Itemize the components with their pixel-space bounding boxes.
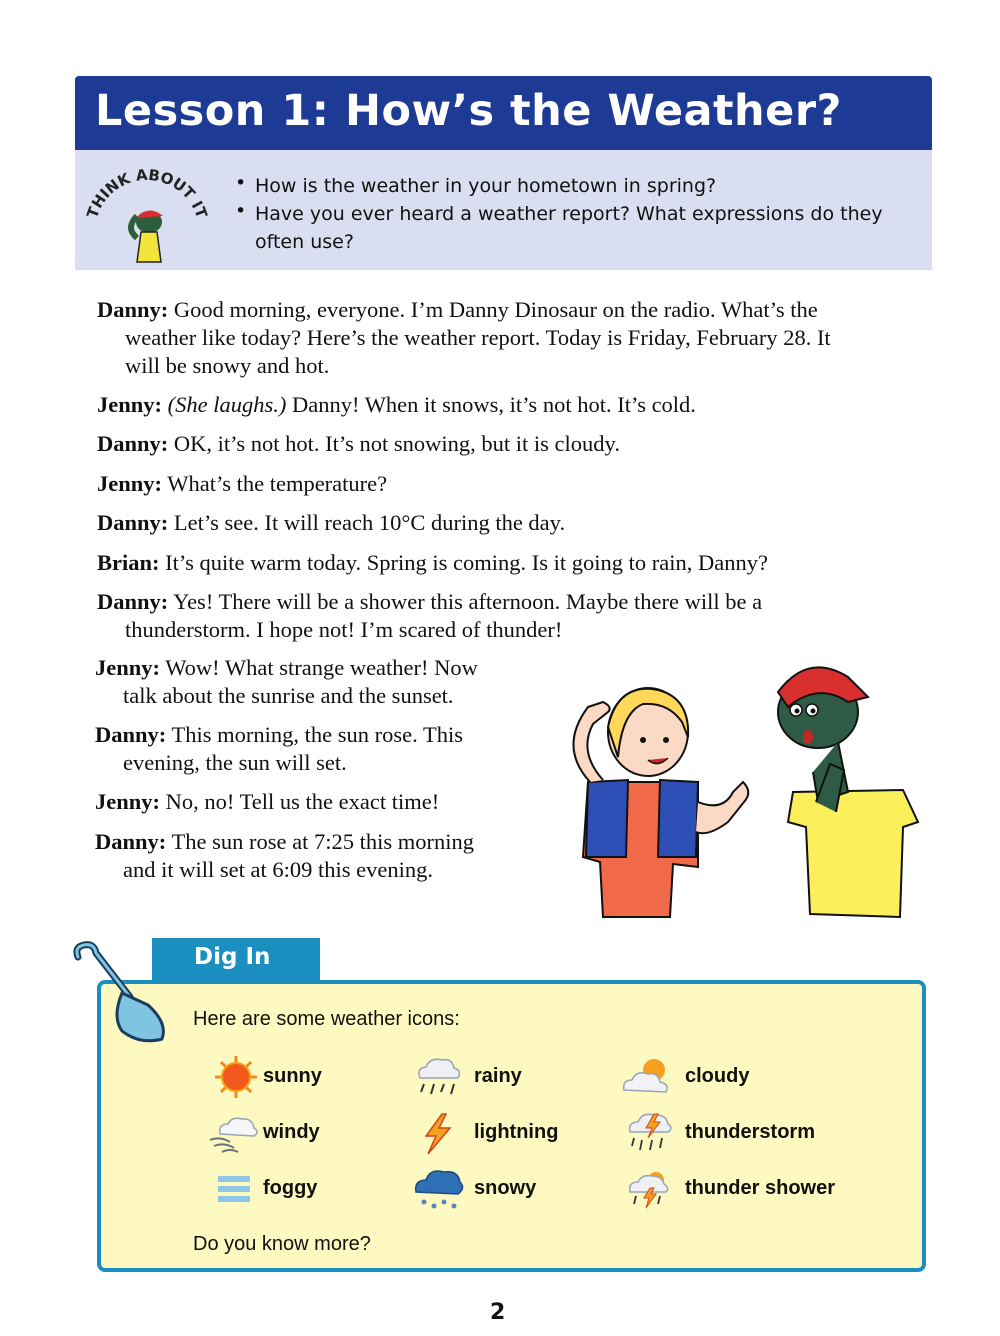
wind-icon (208, 1110, 260, 1156)
speaker: Danny: (95, 722, 167, 747)
dialogue-text-cont: talk about the sunrise and the sunset. (123, 683, 454, 708)
jenny-figure (573, 688, 748, 917)
weather-label-windy: windy (263, 1121, 320, 1143)
dialogue-line (97, 470, 387, 498)
dialogue-text: This morning, the sun rose. This (171, 722, 463, 747)
snow-cloud-icon (412, 1166, 464, 1212)
thunder-shower-icon (624, 1166, 676, 1212)
dialogue-text-cont: evening, the sun will set. (123, 750, 347, 775)
speaker: Jenny: (95, 655, 161, 680)
rain-cloud-icon (412, 1054, 464, 1100)
bullet: • (235, 200, 247, 222)
danny-figure (778, 667, 918, 917)
dialogue-text: What’s the temperature? (167, 471, 388, 496)
dialogue-text-cont: thunderstorm. I hope not! I’m scared of thunder! (125, 617, 563, 642)
fog-icon (208, 1166, 260, 1212)
sun-icon (210, 1054, 262, 1100)
dialogue-line (95, 828, 555, 884)
weather-label-thunderstorm: thunderstorm (685, 1121, 815, 1143)
dialogue-text: OK, it’s not hot. It’s not snowing, but it is cloudy. (173, 431, 620, 456)
weather-label-snowy: snowy (474, 1177, 537, 1199)
weather-label-lightning: lightning (474, 1121, 559, 1143)
lesson-title: Lesson 1: How’s the Weather? (95, 86, 842, 136)
lightning-icon (412, 1110, 464, 1156)
think-about-it-panel: THINK ABOUT IT • How is the weather in your hometown in spring? • Have you ever heard a weather report? What expressions do they often use? (75, 150, 932, 270)
shovel-icon (70, 935, 180, 1045)
dialogue-line (97, 549, 768, 577)
dialogue-line (95, 721, 555, 777)
dialogue-text: Let’s see. It will reach 10°C during the day. (173, 510, 566, 535)
speaker: Jenny: (97, 471, 163, 496)
page-number: 2 (490, 1300, 506, 1325)
speaker: Danny: (97, 297, 169, 322)
dialogue-text: It’s quite warm today. Spring is coming. Is it going to rain, Danny? (165, 550, 768, 575)
dialogue-text-cont: will be snowy and hot. (125, 353, 330, 378)
dialogue-text: Danny! When it snows, it’s not hot. It’s cold. (292, 392, 696, 417)
bullet: • (235, 172, 247, 194)
dialogue-text: Yes! There will be a shower this afternoon. Maybe there will be a (173, 589, 763, 614)
jenny-and-danny-illustration (548, 652, 948, 922)
dialogue-line (95, 654, 555, 710)
thunderstorm-icon (624, 1108, 676, 1154)
weather-label-sunny: sunny (263, 1065, 322, 1087)
dialogue-text-cont: weather like today? Here’s the weather report. Today is Friday, February 28. It (125, 325, 831, 350)
speaker: Danny: (97, 431, 169, 456)
weather-label-thunder-shower: thunder shower (685, 1177, 836, 1199)
dig-in-outro: Do you know more? (193, 1233, 371, 1255)
speaker: Danny: (97, 510, 169, 535)
speaker: Brian: (97, 550, 160, 575)
dialogue-text-cont: and it will set at 6:09 this evening. (123, 857, 433, 882)
dig-in-heading: Dig In (194, 944, 271, 970)
think-about-it-logo (81, 160, 211, 265)
dialogue-text: Good morning, everyone. I’m Danny Dinosaur on the radio. What’s the (173, 297, 818, 322)
speaker: Danny: (97, 589, 169, 614)
dialogue-line (97, 391, 696, 419)
weather-label-rainy: rainy (474, 1065, 522, 1087)
weather-label-cloudy: cloudy (685, 1065, 750, 1087)
dialogue-text: The sun rose at 7:25 this morning (171, 829, 474, 854)
dialogue-line (97, 430, 620, 458)
speaker: Jenny: (95, 789, 161, 814)
dialogue-line (97, 296, 927, 380)
dialogue-line (95, 788, 439, 816)
lesson-title-bar (75, 76, 932, 150)
dialogue-text: No, no! Tell us the exact time! (165, 789, 440, 814)
dig-in-intro: Here are some weather icons: (193, 1008, 460, 1030)
stage-direction: (She laughs.) (167, 392, 287, 417)
speaker: Jenny: (97, 392, 163, 417)
dialogue-text: Wow! What strange weather! Now (165, 655, 478, 680)
dialogue-line (97, 509, 565, 537)
dialogue-line (97, 588, 927, 644)
think-logo-text: THINK ABOUT IT (83, 165, 211, 221)
cloud-icon (620, 1054, 672, 1100)
weather-label-foggy: foggy (263, 1177, 318, 1199)
speaker: Danny: (95, 829, 167, 854)
